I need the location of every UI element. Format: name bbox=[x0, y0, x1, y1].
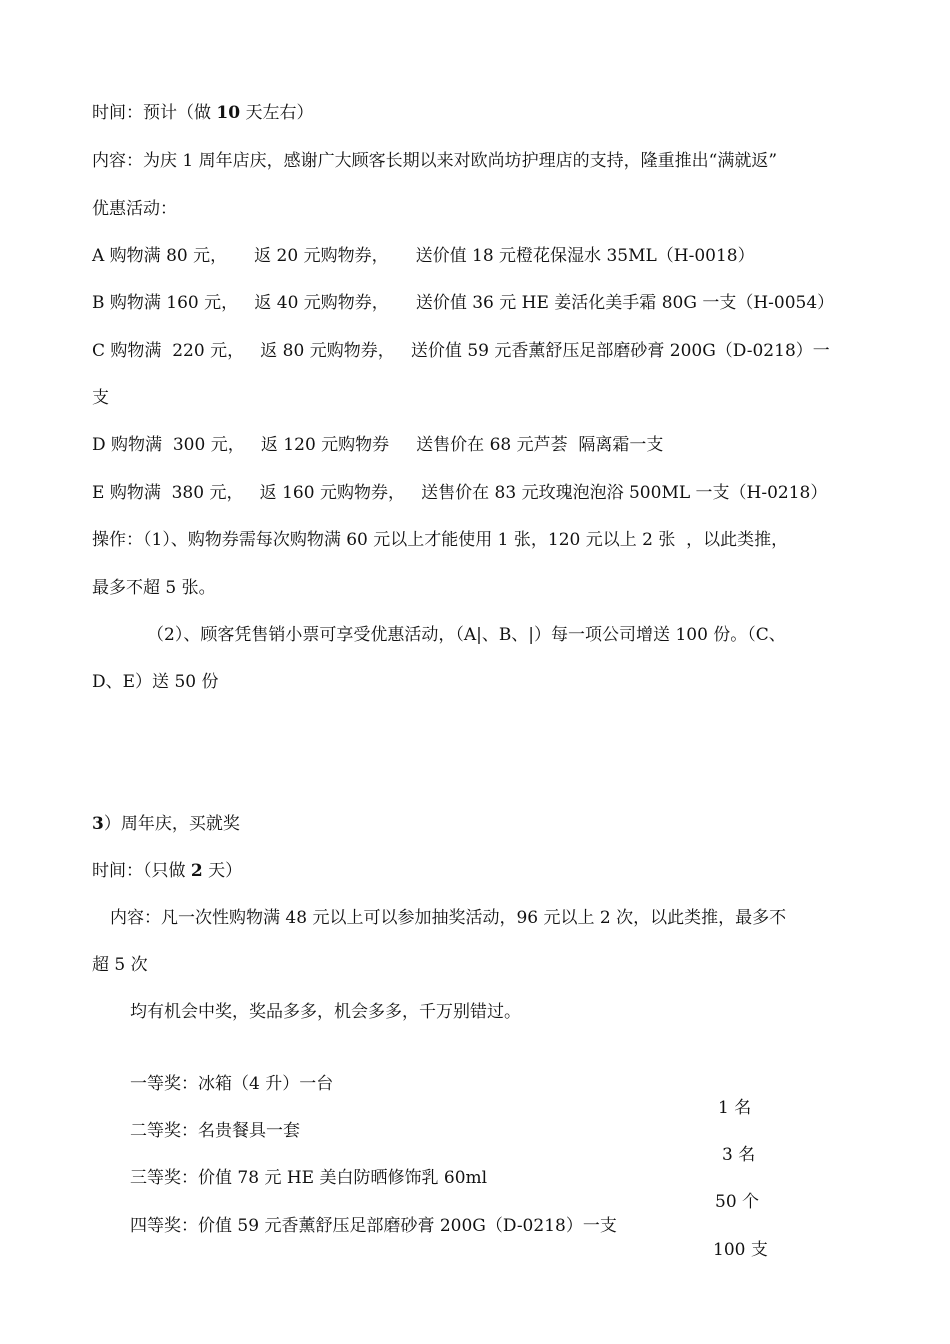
tier-e: E 购物满 380 元， 返 160 元购物券， 送售价在 83 元玫瑰泡泡浴 500ML 一支（H-0218） bbox=[92, 483, 828, 503]
time-suffix: 天左右） bbox=[240, 103, 314, 123]
operation-line-3: （2）、顾客凭售销小票可享受优惠活动，（A|、B、|）每一项公司增送 100 份。（C、 bbox=[147, 625, 786, 645]
prize-count: 1 名 bbox=[718, 1098, 752, 1118]
section-3-time-days: 2 bbox=[190, 861, 203, 881]
content-line-2: 优惠活动： bbox=[92, 199, 177, 219]
prize-label: 三等奖：价值 78 元 HE 美白防晒修饰乳 60ml bbox=[130, 1168, 488, 1188]
tier-c: C 购物满 220 元， 返 80 元购物券， 送价值 59 元香薰舒压足部磨砂膏 200G（D-0218）一 bbox=[92, 341, 830, 361]
operation-line-2: 最多不超 5 张。 bbox=[92, 578, 216, 598]
operation-line-1: 操作：（1）、购物券需每次购物满 60 元以上才能使用 1 张，120 元以上 2 张 ，以此类推， bbox=[92, 530, 789, 550]
section-3-time-prefix: 时间：（只做 bbox=[92, 861, 191, 881]
section-3-number: 3 bbox=[92, 814, 104, 834]
prize-count: 50 个 bbox=[715, 1192, 760, 1212]
prize-label: 二等奖：名贵餐具一套 bbox=[130, 1121, 300, 1141]
prize-row-fourth bbox=[130, 1190, 790, 1262]
time-days: 10 bbox=[216, 103, 241, 123]
section-3-content-line-1: 内容：凡一次性购物满 48 元以上可以参加抽奖活动，96 元以上 2 次，以此类推，最多不 bbox=[110, 908, 787, 928]
tier-d: D 购物满 300 元， 返 120 元购物券 送售价在 68 元芦荟 隔离霜一支 bbox=[92, 435, 664, 455]
tier-a: A 购物满 80 元， 返 20 元购物券， 送价值 18 元橙花保湿水 35ML（H-0018） bbox=[92, 246, 755, 266]
tier-b: B 购物满 160 元， 返 40 元购物券， 送价值 36 元 HE 姜活化美手霜 80G 一支（H-0054） bbox=[92, 293, 835, 313]
prize-label: 四等奖：价值 59 元香薰舒压足部磨砂膏 200G（D-0218）一支 bbox=[130, 1216, 617, 1236]
section-3-heading: ）周年庆，买就奖 bbox=[103, 814, 240, 834]
content-line-1: 内容：为庆 1 周年店庆，感谢广大顾客长期以来对欧尚坊护理店的支持，隆重推出“满就返” bbox=[92, 151, 778, 171]
time-line bbox=[92, 101, 860, 125]
section-3-title bbox=[92, 812, 860, 836]
section-3-time-suffix: 天） bbox=[202, 861, 243, 881]
section-3-time-line bbox=[92, 859, 860, 883]
time-prefix: 时间：预计（做 bbox=[92, 103, 217, 123]
prize-count: 3 名 bbox=[722, 1145, 756, 1165]
prize-label: 一等奖：冰箱（4 升）一台 bbox=[130, 1074, 334, 1094]
operation-line-4: D、E）送 50 份 bbox=[92, 672, 219, 692]
prize-count: 100 支 bbox=[713, 1240, 768, 1260]
chance-line: 均有机会中奖，奖品多多，机会多多，千万别错过。 bbox=[130, 1002, 521, 1022]
section-3-content-line-2: 超 5 次 bbox=[92, 955, 148, 975]
tier-c-continued: 支 bbox=[92, 388, 109, 408]
